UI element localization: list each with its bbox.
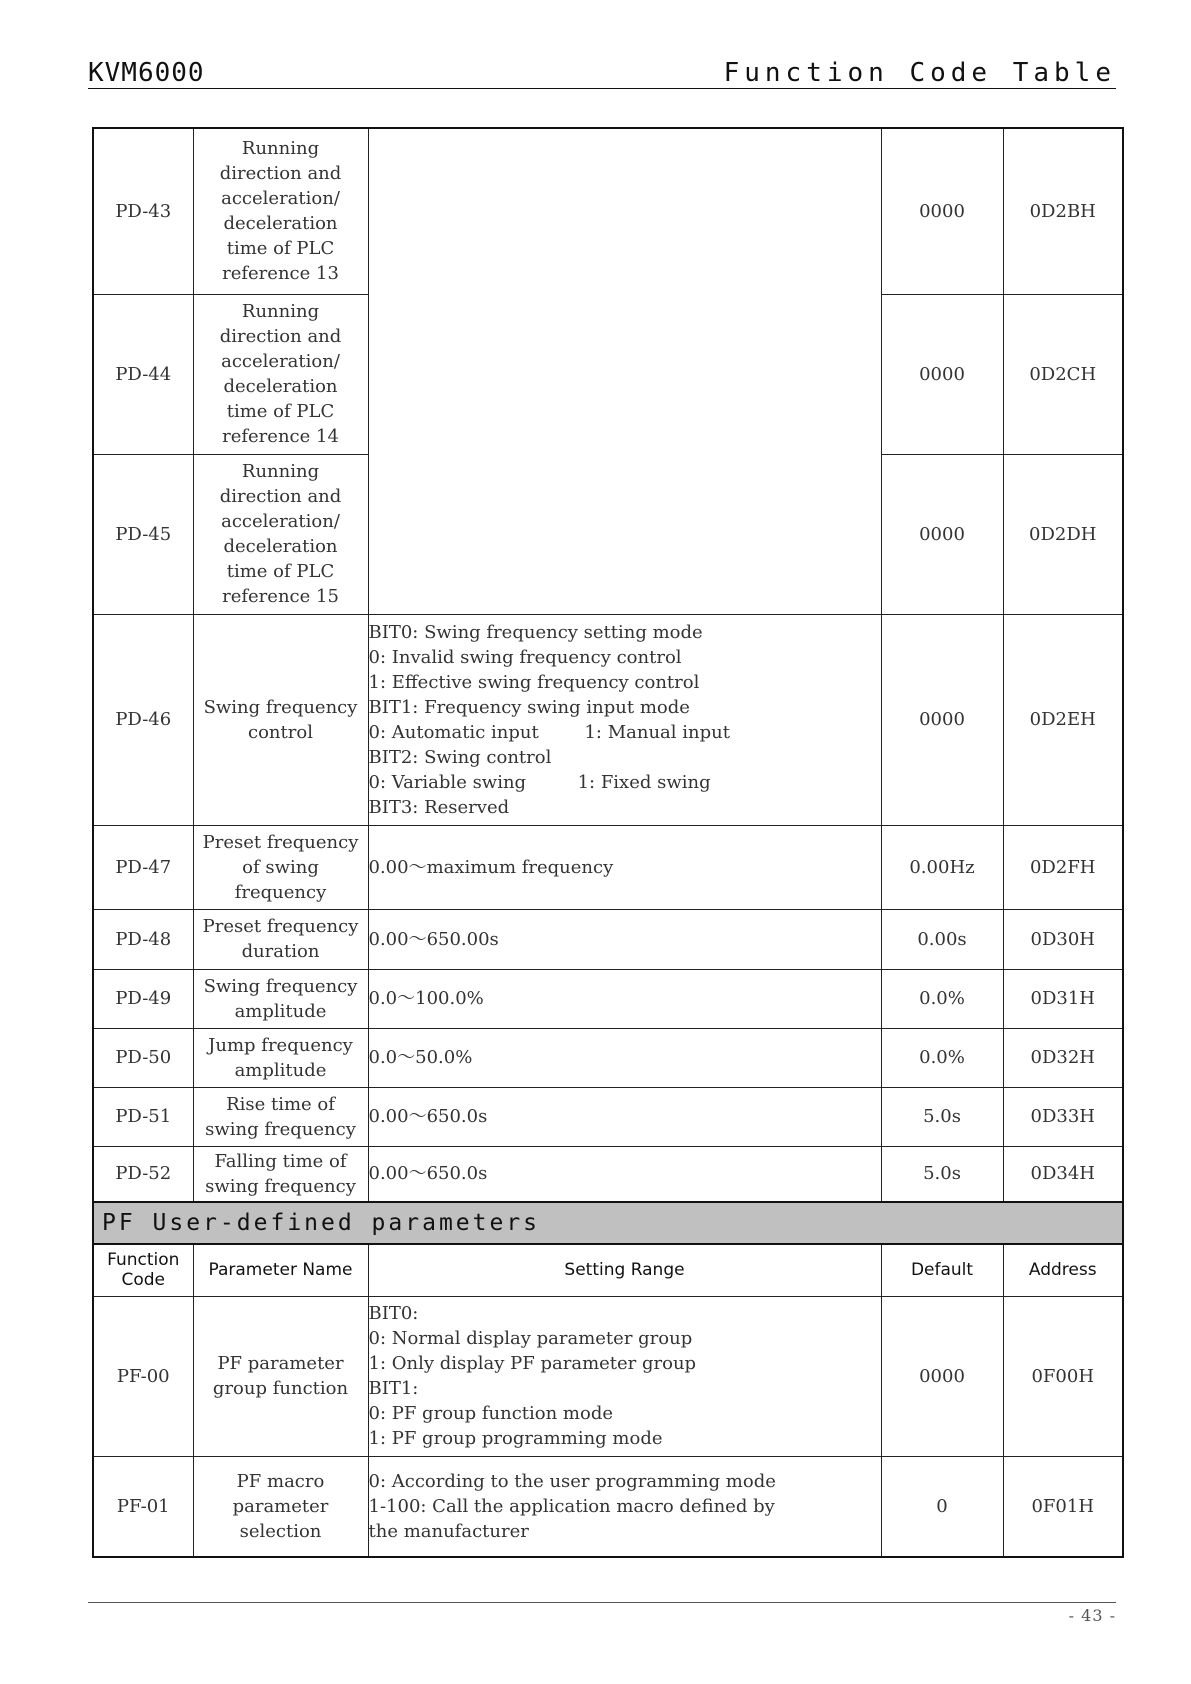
default-cell: 0.0% <box>881 969 1003 1028</box>
name-line: deceleration <box>223 536 338 557</box>
document-model: KVM6000 <box>88 58 205 88</box>
name-line: Preset frequency <box>202 916 359 937</box>
setting-range-cell <box>368 614 881 825</box>
address-cell: 0D2EH <box>1003 614 1123 825</box>
name-line: reference 13 <box>222 263 339 285</box>
column-header-default: Default <box>881 1244 1003 1296</box>
table-row-pd-48 <box>93 909 1123 969</box>
setting-range-cell <box>368 1028 881 1087</box>
range-line: 0: PF group function mode <box>368 1403 614 1424</box>
function-code-cell: PD-51 <box>93 1087 193 1146</box>
name-line: duration <box>241 941 320 962</box>
setting-range-cell <box>368 909 881 969</box>
name-line: Preset frequency <box>202 831 359 853</box>
range-line: 0.00～650.0s <box>368 1163 488 1185</box>
parameter-name-cell <box>193 1087 368 1146</box>
address-cell: 0D31H <box>1003 969 1123 1028</box>
name-line: direction and <box>219 163 342 185</box>
name-line: amplitude <box>234 1059 327 1081</box>
default-cell: 0.0% <box>881 1028 1003 1087</box>
range-line: 1: Only display PF parameter group <box>368 1353 697 1374</box>
parameter-name-cell <box>193 614 368 825</box>
range-line: 0: Invalid swing frequency control <box>368 646 682 668</box>
range-line: the manufacturer <box>368 1520 529 1542</box>
function-code-cell: PD-44 <box>93 294 193 454</box>
default-cell: 0 <box>881 1456 1003 1557</box>
name-line: of swing <box>242 856 319 878</box>
default-cell: 0000 <box>881 614 1003 825</box>
address-cell: 0F01H <box>1003 1456 1123 1557</box>
table-row-pd-47 <box>93 825 1123 909</box>
table-row-pd-49 <box>93 969 1123 1028</box>
parameter-name-cell <box>193 969 368 1028</box>
function-code-cell: PD-43 <box>93 128 193 294</box>
range-line: 0: Automatic input 1: Manual input <box>368 721 730 743</box>
address-cell: 0D2BH <box>1003 128 1123 294</box>
function-code-cell: PD-47 <box>93 825 193 909</box>
setting-range-cell <box>368 969 881 1028</box>
table-row-pd-52 <box>93 1146 1123 1202</box>
address-cell: 0D30H <box>1003 909 1123 969</box>
name-line: Swing frequency <box>203 975 358 997</box>
range-line: 0.00～650.00s <box>368 928 499 950</box>
name-line: Rise time of <box>226 1093 335 1115</box>
function-code-cell: PD-50 <box>93 1028 193 1087</box>
range-line: 0.00～650.0s <box>368 1106 488 1127</box>
setting-range-cell <box>368 1296 881 1456</box>
range-line: BIT0: <box>368 1303 419 1324</box>
name-line: reference 15 <box>222 586 339 607</box>
parameter-name-cell <box>193 909 368 969</box>
range-line: BIT2: Swing control <box>368 746 552 768</box>
default-cell: 0000 <box>881 294 1003 454</box>
name-line: time of PLC <box>226 401 335 422</box>
range-line: BIT1: Frequency swing input mode <box>368 696 690 718</box>
table-row-pd-43 <box>93 128 1123 294</box>
name-line: acceleration/ <box>221 351 340 372</box>
function-code-cell: PD-46 <box>93 614 193 825</box>
function-code-cell: PF-01 <box>93 1456 193 1557</box>
default-cell: 0000 <box>881 128 1003 294</box>
function-code-cell: PF-00 <box>93 1296 193 1456</box>
setting-range-cell <box>368 1456 881 1557</box>
name-line: PF parameter <box>217 1353 344 1374</box>
name-line: deceleration <box>223 213 338 235</box>
parameter-name-cell <box>193 1456 368 1557</box>
address-cell: 0D34H <box>1003 1146 1123 1202</box>
range-line: BIT1: <box>368 1378 419 1399</box>
setting-range-cell <box>368 1087 881 1146</box>
name-line: selection <box>239 1520 322 1542</box>
default-cell: 0000 <box>881 454 1003 614</box>
range-line: 1-100: Call the application macro defined by <box>368 1495 775 1517</box>
setting-range-cell <box>368 825 881 909</box>
parameter-name-cell <box>193 1028 368 1087</box>
table-row-pf-00 <box>93 1296 1123 1456</box>
setting-range-cell <box>368 1146 881 1202</box>
parameter-name-cell <box>193 454 368 614</box>
table-row-pf-01 <box>93 1456 1123 1557</box>
column-header-address: Address <box>1003 1244 1123 1296</box>
column-header-function-code <box>93 1244 193 1296</box>
setting-range-cell-merged <box>368 128 881 614</box>
default-cell: 5.0s <box>881 1087 1003 1146</box>
name-line: Running <box>241 138 320 160</box>
name-line: direction and <box>219 486 342 507</box>
table-row-pd-46 <box>93 614 1123 825</box>
column-header-line: Function <box>107 1250 180 1271</box>
column-header-setting-range: Setting Range <box>368 1244 881 1296</box>
range-line: 0: Variable swing 1: Fixed swing <box>368 771 711 793</box>
range-line: 0: Normal display parameter group <box>368 1328 693 1349</box>
range-line: 0.00～maximum frequency <box>368 856 614 878</box>
range-line: 1: Effective swing frequency control <box>368 671 700 693</box>
parameter-name-cell <box>193 825 368 909</box>
header-rule <box>88 88 1116 89</box>
parameter-name-cell <box>193 294 368 454</box>
address-cell: 0F00H <box>1003 1296 1123 1456</box>
function-code-cell: PD-45 <box>93 454 193 614</box>
default-cell: 0.00Hz <box>881 825 1003 909</box>
address-cell: 0D33H <box>1003 1087 1123 1146</box>
range-line: BIT0: Swing frequency setting mode <box>368 621 703 643</box>
page-number: - 43 - <box>1068 1606 1116 1625</box>
name-line: PF macro <box>236 1470 325 1492</box>
parameter-name-cell <box>193 1296 368 1456</box>
parameter-name-cell <box>193 1146 368 1202</box>
name-line: deceleration <box>223 376 338 397</box>
address-cell: 0D2DH <box>1003 454 1123 614</box>
name-line: reference 14 <box>222 426 339 447</box>
range-line: 0.0～50.0% <box>368 1047 473 1068</box>
pf-section-row <box>93 1202 1123 1244</box>
function-code-table <box>92 127 1124 1558</box>
range-line: 1: PF group programming mode <box>368 1428 663 1449</box>
address-cell: 0D32H <box>1003 1028 1123 1087</box>
name-line: Running <box>241 461 320 482</box>
name-line: acceleration/ <box>221 188 340 210</box>
name-line: amplitude <box>234 1000 327 1022</box>
name-line: direction and <box>219 326 342 347</box>
function-code-cell: PD-48 <box>93 909 193 969</box>
name-line: acceleration/ <box>221 511 340 532</box>
default-cell: 5.0s <box>881 1146 1003 1202</box>
address-cell: 0D2CH <box>1003 294 1123 454</box>
default-cell: 0000 <box>881 1296 1003 1456</box>
range-line: 0: According to the user programming mode <box>368 1470 776 1492</box>
name-line: Swing frequency <box>203 696 358 718</box>
name-line: swing frequency <box>205 1118 356 1140</box>
name-line: Jump frequency <box>208 1034 353 1056</box>
table-row-pd-51 <box>93 1087 1123 1146</box>
function-code-cell: PD-52 <box>93 1146 193 1202</box>
section-title: Function Code Table <box>723 58 1116 88</box>
name-line: swing frequency <box>205 1175 356 1197</box>
name-line: group function <box>212 1378 349 1399</box>
address-cell: 0D2FH <box>1003 825 1123 909</box>
name-line: time of PLC <box>226 561 335 582</box>
parameter-name-cell <box>193 128 368 294</box>
pf-section-title: PF User-defined parameters <box>93 1202 1123 1244</box>
name-line: parameter <box>232 1495 329 1517</box>
name-line: Running <box>241 301 320 322</box>
footer-rule <box>88 1602 1116 1603</box>
name-line: control <box>248 721 313 743</box>
range-line: 0.0～100.0% <box>368 988 484 1009</box>
range-line: BIT3: Reserved <box>368 796 510 818</box>
table-row-pd-50 <box>93 1028 1123 1087</box>
default-cell: 0.00s <box>881 909 1003 969</box>
name-line: Falling time of <box>214 1150 347 1172</box>
table-column-header-row <box>93 1244 1123 1296</box>
column-header-parameter-name: Parameter Name <box>193 1244 368 1296</box>
column-header-line: Code <box>121 1270 166 1291</box>
name-line: frequency <box>234 881 327 903</box>
name-line: time of PLC <box>226 238 335 260</box>
function-code-cell: PD-49 <box>93 969 193 1028</box>
